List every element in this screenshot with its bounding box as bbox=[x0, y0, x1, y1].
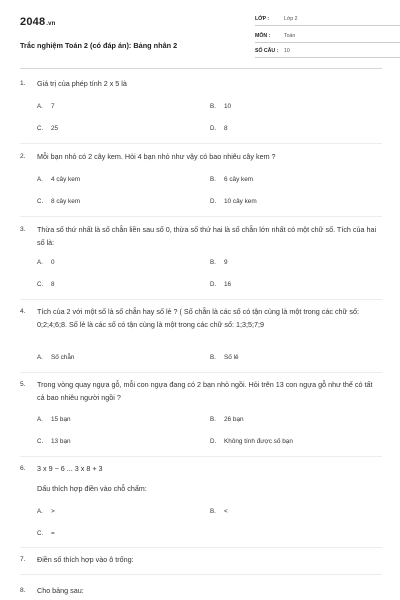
answer-option[interactable]: A. 4 cây kem bbox=[37, 176, 81, 183]
question-8 bbox=[20, 585, 382, 598]
question-number: 4. bbox=[20, 308, 26, 315]
question-number: 6. bbox=[20, 465, 26, 472]
answer-option[interactable]: A. > bbox=[37, 508, 55, 515]
question-text: Mỗi bạn nhỏ có 2 cây kem. Hỏi 4 bạn nhỏ như vậy có bao nhiêu cây kem ? bbox=[37, 152, 276, 161]
answer-option[interactable]: A. 7 bbox=[37, 103, 55, 110]
header-divider bbox=[20, 68, 382, 69]
question-number: 1. bbox=[20, 80, 26, 87]
question-text: Điền số thích hợp vào ô trống: bbox=[37, 555, 134, 564]
answer-option[interactable]: C. 25 bbox=[37, 125, 59, 132]
answer-option[interactable]: D. 16 bbox=[210, 281, 232, 288]
question-divider bbox=[20, 216, 382, 217]
answer-option[interactable]: B. 9 bbox=[210, 259, 228, 266]
meta-value: Lớp 2 bbox=[284, 16, 298, 22]
meta-value: 10 bbox=[284, 48, 290, 54]
meta-grade bbox=[255, 14, 400, 26]
meta-subject bbox=[255, 31, 400, 43]
question-2 bbox=[20, 151, 382, 164]
question-text: Tích của 2 với một số là số chẵn hay số lẻ ? ( Số chẵn là các số có tận cùng là một trong các chữ số: 0;2;4;6;8. Số lẻ là các số có tận cùng là một trong các chữ số: 1;3;5;7;9 bbox=[37, 307, 359, 329]
answer-option[interactable]: C. 13 bạn bbox=[37, 438, 71, 445]
question-number: 8. bbox=[20, 587, 26, 594]
answer-option[interactable]: B. 26 bạn bbox=[210, 416, 244, 423]
question-text: 3 x 9 − 6 ... 3 x 8 + 3 bbox=[37, 464, 103, 473]
question-divider bbox=[20, 547, 382, 548]
site-logo[interactable]: 2048.vn bbox=[20, 16, 56, 28]
question-subtext: Dấu thích hợp điền vào chỗ chấm: bbox=[37, 483, 147, 493]
question-number: 7. bbox=[20, 556, 26, 563]
question-3 bbox=[20, 224, 382, 249]
question-divider bbox=[20, 143, 382, 144]
answer-option[interactable]: C. 8 cây kem bbox=[37, 198, 81, 205]
question-text: Giá trị của phép tính 2 x 5 là bbox=[37, 79, 127, 88]
answer-option[interactable]: C. = bbox=[37, 530, 55, 537]
answer-option[interactable]: D. Không tính được số bạn bbox=[210, 438, 293, 445]
meta-value: Toán bbox=[284, 33, 296, 39]
meta-label: SỐ CÂU : bbox=[255, 48, 279, 54]
answer-option[interactable]: B. Số lẻ bbox=[210, 354, 239, 361]
question-text: Thừa số thứ nhất là số chẵn liền sau số 0, thừa số thứ hai là số chẵn lớn nhất có một chữ số. Tích của hai số là: bbox=[37, 225, 377, 247]
answer-option[interactable]: B. 6 cây kem bbox=[210, 176, 254, 183]
question-6 bbox=[20, 463, 382, 495]
question-text: Trong vòng quay ngựa gỗ, mỗi con ngựa đang có 2 bạn nhỏ ngồi. Hỏi trên 13 con ngựa gỗ như thế có tất cả bao nhiêu người ngồi ? bbox=[37, 380, 373, 402]
question-divider bbox=[20, 372, 382, 373]
question-number: 2. bbox=[20, 153, 26, 160]
question-divider bbox=[20, 456, 382, 457]
question-1 bbox=[20, 78, 382, 91]
answer-option[interactable]: C. 8 bbox=[37, 281, 55, 288]
answer-option[interactable]: D. 8 bbox=[210, 125, 228, 132]
question-7 bbox=[20, 554, 382, 567]
question-divider bbox=[20, 299, 382, 300]
worksheet-header bbox=[20, 8, 382, 68]
question-4 bbox=[20, 306, 382, 331]
question-divider bbox=[20, 574, 382, 575]
meta-label: MÔN : bbox=[255, 33, 271, 39]
page-title: Trắc nghiệm Toán 2 (có đáp án): Bảng nhân 2 bbox=[20, 41, 178, 50]
answer-option[interactable]: A. 0 bbox=[37, 259, 55, 266]
question-number: 3. bbox=[20, 226, 26, 233]
question-5 bbox=[20, 379, 382, 404]
meta-question-count bbox=[255, 46, 400, 58]
answer-option[interactable]: A. 15 bạn bbox=[37, 416, 71, 423]
meta-label: LỚP : bbox=[255, 16, 270, 22]
answer-option[interactable]: B. < bbox=[210, 508, 228, 515]
answer-option[interactable]: B. 10 bbox=[210, 103, 232, 110]
question-text: Cho bảng sau: bbox=[37, 586, 84, 595]
question-number: 5. bbox=[20, 381, 26, 388]
answer-option[interactable]: A. Số chẵn bbox=[37, 354, 75, 361]
answer-option[interactable]: D. 10 cây kem bbox=[210, 198, 257, 205]
